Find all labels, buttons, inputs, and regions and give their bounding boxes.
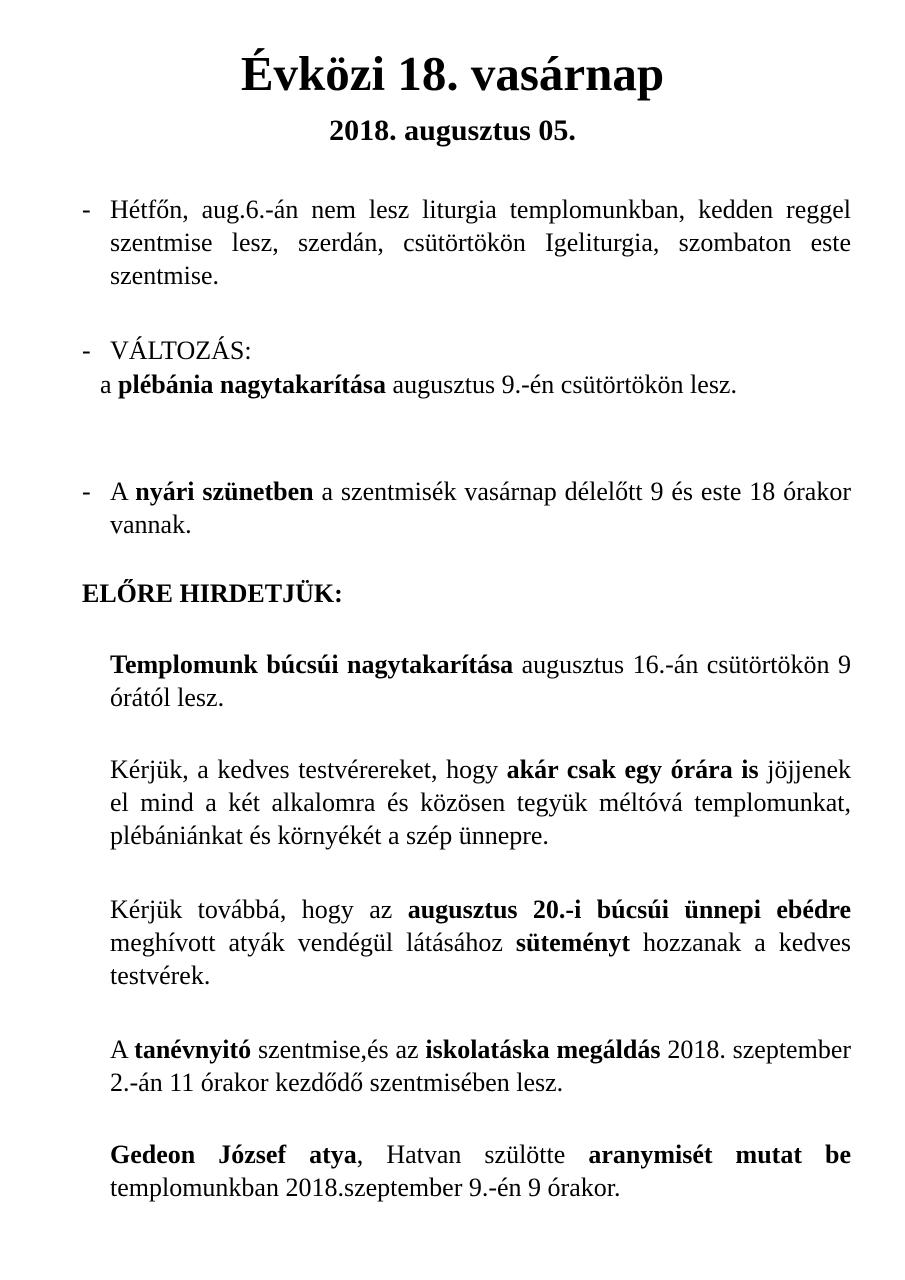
page-date: 2018. augusztus 05. [329, 114, 576, 147]
advance-heading: ELŐRE HIRDETJÜK: [82, 579, 343, 608]
announcement-1: Hétfőn, aug.6.-án nem lesz liturgia templomunkban, kedden reggel szentmise lesz, szerdán, csütörtökön Igeliturgia, szombaton este szentmise. [110, 195, 851, 290]
advance-notice-1: Templomunk búcsúi nagytakarítása augusztus 16.-án csütörtökön 9 órától lesz. [110, 650, 851, 712]
list-bullet: - [82, 336, 91, 365]
announcement-2: a plébánia nagytakarítása augusztus 9.-én csütörtökön lesz. [100, 370, 737, 399]
list-bullet: - [82, 477, 91, 506]
list-bullet: - [82, 195, 91, 224]
advance-notice-4: A tanévnyitó szentmise,és az iskolatáska megáldás 2018. szeptember 2.-án 11 órakor kezdődő szentmisében lesz. [110, 1035, 852, 1097]
announcement-3: A nyári szünetben a szentmisék vasárnap délelőtt 9 és este 18 órakor vannak. [110, 477, 851, 539]
page-title: Évközi 18. vasárnap [240, 46, 665, 101]
advance-notice-3: Kérjük továbbá, hogy az augusztus 20.-i búcsúi ünnepi ebédre meghívott atyák vendégül látásához süteményt hozzanak a kedves testvérek. [110, 895, 851, 990]
advance-notice-2: Kérjük, a kedves testvérereket, hogy akár csak egy órára is jöjjenek el mind a két alkalomra és közösen tegyük méltóvá templomunkat, plébániánkat és környékét a szép ünnepre. [110, 755, 851, 850]
announcement-2-label: VÁLTOZÁS: [110, 336, 252, 365]
advance-notice-5: Gedeon József atya, Hatvan szülötte aranymisét mutat be templomunkban 2018.szeptember 9.-én 9 órakor. [110, 1140, 852, 1202]
